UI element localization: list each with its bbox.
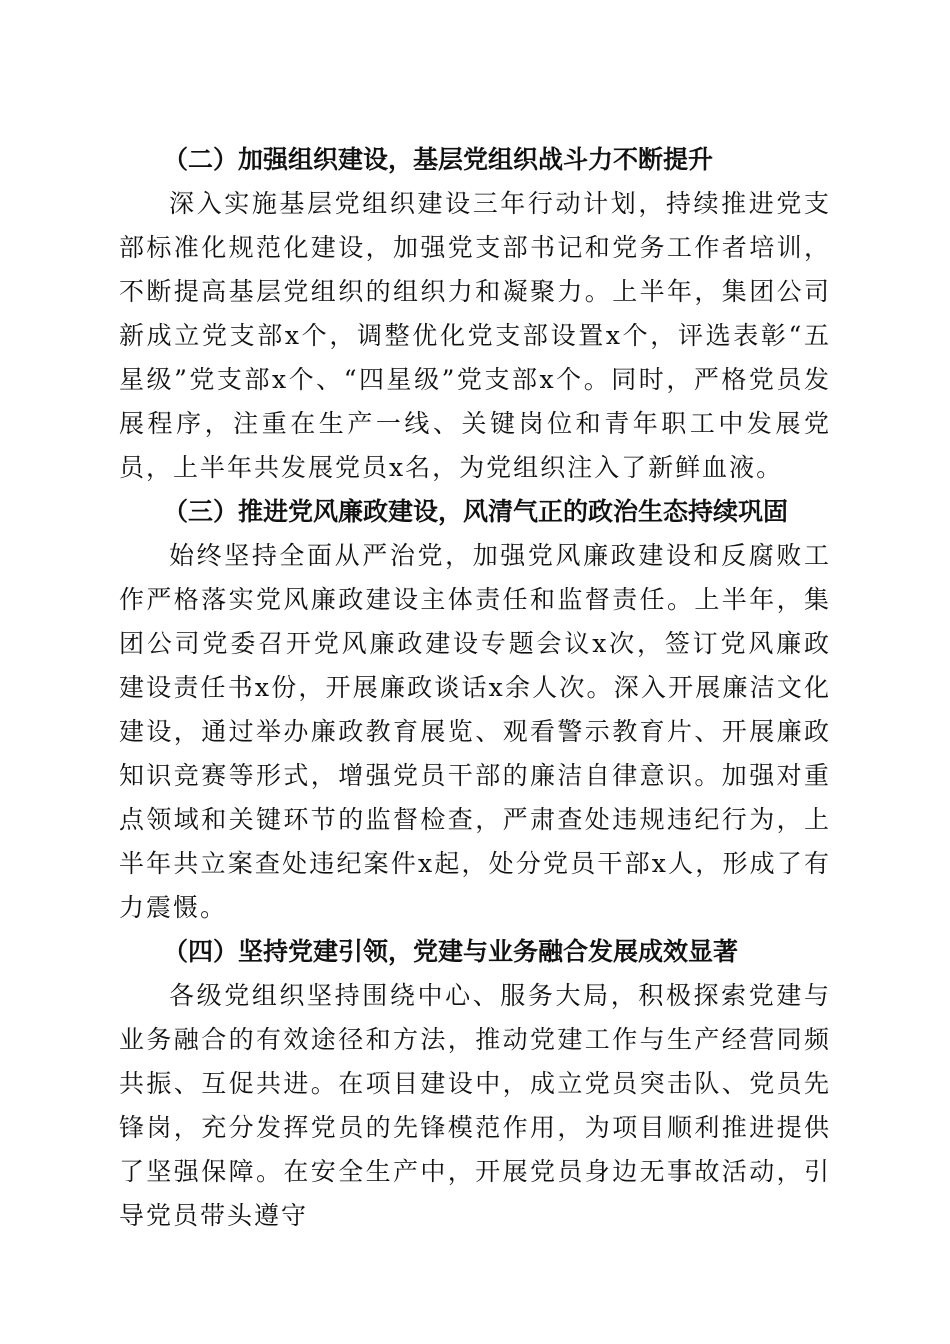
section-2: [119, 138, 831, 490]
section-4: [119, 930, 831, 1238]
section-paragraph: 始终坚持全面从严治党，加强党风廉政建设和反腐败工作严格落实党风廉政建设主体责任和监督责任。上半年，集团公司党委召开党风廉政建设专题会议x次，签订党风廉政建设责任书x份，开展廉政谈话x余人次。深入开展廉洁文化建设，通过举办廉政教育展览、观看警示教育片、开展廉政知识竞赛等形式，增强党员干部的廉洁自律意识。加强对重点领域和关键环节的监督检查，严肃查处违规违纪行为，上半年共立案查处违纪案件x起，处分党员干部x人，形成了有力震慑。: [119, 541, 831, 922]
section-paragraph: 各级党组织坚持围绕中心、服务大局，积极探索党建与业务融合的有效途径和方法，推动党建工作与生产经营同频共振、互促共进。在项目建设中，成立党员突击队、党员先锋岗，充分发挥党员的先锋模范作用，为项目顺利推进提供了坚强保障。在安全生产中，开展党员身边无事故活动，引导党员带头遵守: [119, 981, 831, 1230]
section-paragraph: 深入实施基层党组织建设三年行动计划，持续推进党支部标准化规范化建设，加强党支部书记和党务工作者培训，不断提高基层党组织的组织力和凝聚力。上半年，集团公司新成立党支部x个，调整优化党支部设置x个，评选表彰“五星级”党支部x个、“四星级”党支部x个。同时，严格党员发展程序，注重在生产一线、关键岗位和青年职工中发展党员，上半年共发展党员x名，为党组织注入了新鲜血液。: [119, 189, 831, 482]
section-heading: （三）推进党风廉政建设，风清气正的政治生态持续巩固: [163, 497, 789, 526]
document-body: [119, 138, 831, 1238]
section-3: [119, 490, 831, 930]
section-heading: （二）加强组织建设，基层党组织战斗力不断提升: [163, 145, 714, 174]
section-heading: （四）坚持党建引领，党建与业务融合发展成效显著: [163, 937, 739, 966]
